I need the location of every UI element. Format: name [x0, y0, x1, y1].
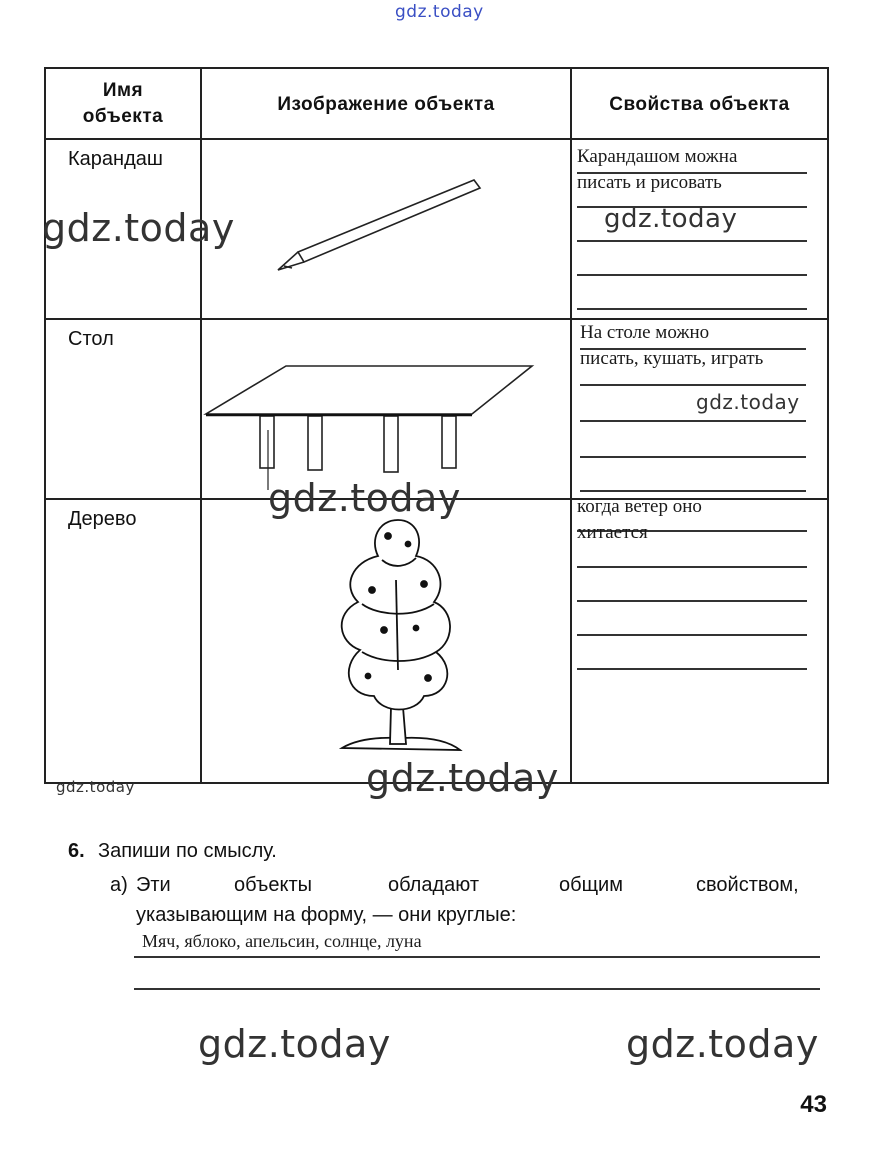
watermark-2: gdz.today — [604, 204, 738, 234]
answer-table-line1: На столе можно — [580, 322, 710, 343]
task-a-word2: объекты — [234, 874, 313, 896]
watermark-4: gdz.today — [268, 476, 461, 520]
task-a-word5: свойством, — [696, 874, 799, 896]
watermark-6: gdz.today — [56, 778, 135, 796]
header-name-line1: Имя — [102, 80, 144, 101]
watermark-3: gdz.today — [696, 390, 800, 414]
task-a-word4: общим — [559, 874, 623, 896]
page-number: 43 — [800, 1091, 827, 1118]
answer-rule-2 — [134, 988, 820, 990]
task-number: 6. — [68, 840, 85, 862]
header-name-line2: объекта — [82, 106, 164, 127]
task-a-word3: обладают — [388, 874, 479, 896]
watermark-8: gdz.today — [626, 1022, 819, 1066]
watermark-5: gdz.today — [366, 756, 559, 800]
header-image: Изображение объекта — [277, 94, 495, 115]
answer-rule-1 — [134, 956, 820, 958]
row-name-pencil: Карандаш — [68, 148, 163, 170]
tree-drawing — [202, 500, 570, 782]
row-name-table: Стол — [68, 328, 114, 350]
watermark-7: gdz.today — [198, 1022, 391, 1066]
watermark-1: gdz.today — [42, 206, 235, 250]
row-name-tree: Дерево — [68, 508, 137, 530]
header-props: Свойства объекта — [609, 94, 790, 115]
table-border-top — [44, 67, 829, 69]
table-border-right — [827, 67, 829, 784]
answer-pencil-line2: писать и рисовать — [577, 172, 722, 193]
task-a-line2: указывающим на форму, — они круглые: — [136, 904, 517, 926]
answer-table-line2: писать, кушать, играть — [580, 348, 764, 369]
table-divider-2 — [570, 67, 572, 784]
task-title: Запиши по смыслу. — [98, 840, 277, 862]
watermark-top: gdz.today — [395, 2, 484, 22]
pencil-drawing — [202, 140, 570, 318]
header-name — [46, 78, 200, 130]
task-a-word1: Эти — [136, 874, 171, 896]
answer-tree-line1: когда ветер оно — [577, 496, 702, 517]
answer-pencil-line1: Карандашом можна — [577, 146, 738, 167]
table-drawing — [202, 320, 570, 498]
task-a-answer: Мяч, яблоко, апельсин, солнце, луна — [142, 931, 422, 951]
table-border-left — [44, 67, 46, 784]
answer-tree-line2: хитается — [577, 522, 648, 543]
task-a-label: а) — [110, 874, 128, 896]
